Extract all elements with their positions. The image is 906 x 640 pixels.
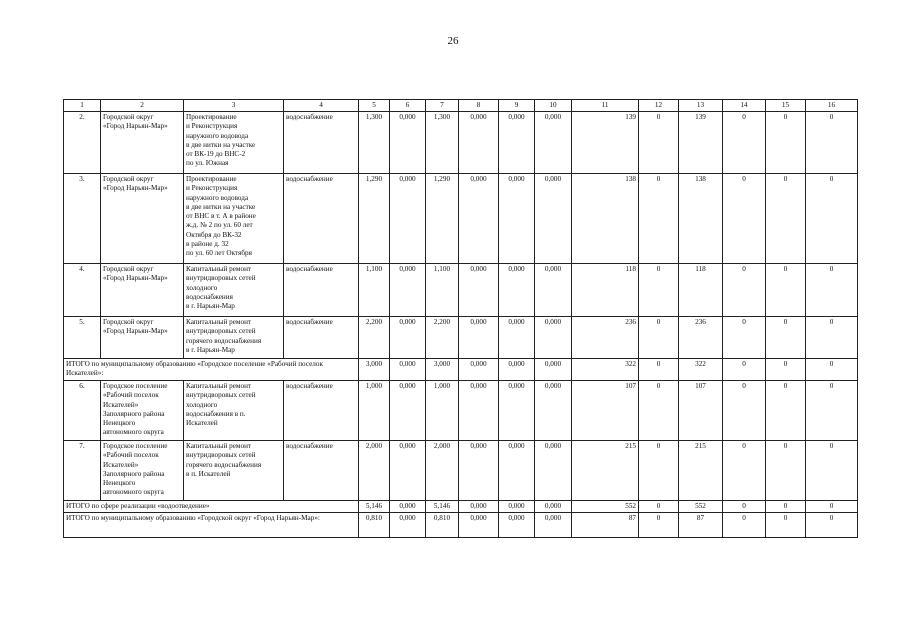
value-cell: 87 [572,513,639,538]
value-cell: 0 [806,441,858,501]
column-number: 12 [639,100,679,112]
column-number: 8 [459,100,499,112]
value-cell: 107 [572,381,639,441]
column-number: 2 [101,100,184,112]
value-cell: 0 [723,174,766,264]
value-cell: 0,000 [535,317,572,359]
value-cell: 0,000 [390,264,426,317]
value-cell: 215 [679,441,723,501]
value-cell: 0,000 [459,112,499,174]
total-label: ИТОГО по муниципальному образованию «Городское поселение «Рабочий поселок Искателей»: [64,359,359,381]
value-cell: 0 [723,513,766,538]
table-row [64,264,858,317]
value-cell: 322 [679,359,723,381]
sphere-cell: водоснабжение [284,381,359,441]
value-cell: 0,000 [535,513,572,538]
column-number: 7 [426,100,459,112]
value-cell: 5,146 [426,501,459,513]
value-cell: 0,000 [459,381,499,441]
value-cell: 0 [806,359,858,381]
total-row [64,501,858,513]
value-cell: 0,000 [390,513,426,538]
value-cell: 0 [639,441,679,501]
column-number: 5 [359,100,390,112]
value-cell: 552 [572,501,639,513]
value-cell: 139 [572,112,639,174]
value-cell: 0 [806,264,858,317]
total-label: ИТОГО по муниципальному образованию «Городской округ «Город Нарьян-Мар»: [64,513,359,538]
value-cell: 1,100 [359,264,390,317]
value-cell: 0 [766,441,806,501]
value-cell: 0 [639,174,679,264]
value-cell: 0,000 [459,441,499,501]
row-number: 2. [64,112,101,174]
value-cell: 0,000 [499,359,535,381]
value-cell: 0 [766,174,806,264]
value-cell: 3,000 [426,359,459,381]
value-cell: 0,000 [499,317,535,359]
value-cell: 0 [766,317,806,359]
value-cell: 2,200 [359,317,390,359]
value-cell: 0 [723,317,766,359]
column-number: 1 [64,100,101,112]
column-number: 14 [723,100,766,112]
value-cell: 1,290 [426,174,459,264]
column-number: 13 [679,100,723,112]
value-cell: 139 [679,112,723,174]
project-cell: Капитальный ремонт внутридворовых сетей горячего водоснабжения в г. Нарьян-Мар [184,317,284,359]
value-cell: 0 [639,501,679,513]
column-number: 15 [766,100,806,112]
value-cell: 0,000 [499,264,535,317]
value-cell: 0 [639,513,679,538]
total-row [64,359,858,381]
value-cell: 138 [679,174,723,264]
value-cell: 0,000 [390,381,426,441]
column-number: 11 [572,100,639,112]
column-number: 9 [499,100,535,112]
value-cell: 0,000 [390,359,426,381]
sphere-cell: водоснабжение [284,441,359,501]
value-cell: 87 [679,513,723,538]
project-cell: Проектирование и Реконструкция наружного водовода в две нитки на участке от ВК-19 до ВНС-2 по ул. Южная [184,112,284,174]
value-cell: 0,810 [426,513,459,538]
row-number: 6. [64,381,101,441]
project-cell: Капитальный ремонт внутридворовых сетей холодного водоснабжения в п. Искателей [184,381,284,441]
value-cell: 0 [723,112,766,174]
value-cell: 107 [679,381,723,441]
column-number: 10 [535,100,572,112]
value-cell: 0 [639,381,679,441]
value-cell: 0,000 [499,513,535,538]
value-cell: 3,000 [359,359,390,381]
value-cell: 0 [806,174,858,264]
value-cell: 0 [723,264,766,317]
municipality-cell: Городское поселение «Рабочий поселок Искателей» Заполярного района Ненецкого автономного округа [101,381,184,441]
column-number-row [64,100,858,112]
table-row [64,174,858,264]
row-number: 3. [64,174,101,264]
value-cell: 0,000 [535,381,572,441]
value-cell: 0 [723,381,766,441]
column-number: 6 [390,100,426,112]
value-cell: 2,200 [426,317,459,359]
value-cell: 0,000 [459,317,499,359]
value-cell: 0,000 [499,441,535,501]
value-cell: 0 [766,501,806,513]
value-cell: 0,000 [499,381,535,441]
value-cell: 5,146 [359,501,390,513]
column-number: 3 [184,100,284,112]
value-cell: 236 [572,317,639,359]
value-cell: 0 [806,513,858,538]
value-cell: 0,000 [459,513,499,538]
value-cell: 236 [679,317,723,359]
column-number: 16 [806,100,858,112]
value-cell: 0,000 [535,359,572,381]
value-cell: 552 [679,501,723,513]
value-cell: 0 [639,112,679,174]
value-cell: 0,000 [390,174,426,264]
value-cell: 0 [766,112,806,174]
value-cell: 0 [766,381,806,441]
value-cell: 0 [806,112,858,174]
row-number: 5. [64,317,101,359]
value-cell: 1,300 [426,112,459,174]
value-cell: 0,000 [459,264,499,317]
value-cell: 0,000 [535,112,572,174]
value-cell: 0 [639,359,679,381]
project-cell: Капитальный ремонт внутридворовых сетей холодного водоснабжения в г. Нарьян-Мар [184,264,284,317]
municipality-cell: Городской округ «Город Нарьян-Мар» [101,264,184,317]
value-cell: 215 [572,441,639,501]
sphere-cell: водоснабжение [284,264,359,317]
value-cell: 0 [723,359,766,381]
value-cell: 0 [806,317,858,359]
value-cell: 1,000 [426,381,459,441]
value-cell: 0 [639,317,679,359]
value-cell: 0,000 [459,501,499,513]
value-cell: 0,000 [499,501,535,513]
value-cell: 0,000 [390,441,426,501]
value-cell: 2,000 [359,441,390,501]
sphere-cell: водоснабжение [284,317,359,359]
value-cell: 0,000 [499,174,535,264]
table-row [64,112,858,174]
value-cell: 2,000 [426,441,459,501]
value-cell: 1,290 [359,174,390,264]
municipality-cell: Городской округ «Город Нарьян-Мар» [101,174,184,264]
value-cell: 0,000 [535,441,572,501]
municipality-cell: Городской округ «Город Нарьян-Мар» [101,112,184,174]
municipality-cell: Городской округ «Город Нарьян-Мар» [101,317,184,359]
value-cell: 0 [806,381,858,441]
value-cell: 0,000 [390,501,426,513]
column-number: 4 [284,100,359,112]
table-row [64,381,858,441]
project-cell: Проектирование и Реконструкция наружного водовода в две нитки на участке от ВНС в т. А в районе ж.д. № 2 по ул. 60 лет Октября до ВК-32 в районе д. 32 по ул. 60 лет Октября [184,174,284,264]
table-body [64,100,858,538]
value-cell: 0,000 [459,174,499,264]
sphere-cell: водоснабжение [284,112,359,174]
table-row [64,441,858,501]
municipality-cell: Городское поселение «Рабочий поселок Искателей» Заполярного района Ненецкого автономного округа [101,441,184,501]
row-number: 4. [64,264,101,317]
value-cell: 322 [572,359,639,381]
sphere-cell: водоснабжение [284,174,359,264]
value-cell: 0 [806,501,858,513]
project-cell: Капитальный ремонт внутридворовых сетей горячего водоснабжения в п. Искателей [184,441,284,501]
row-number: 7. [64,441,101,501]
value-cell: 0 [766,513,806,538]
value-cell: 118 [679,264,723,317]
value-cell: 0,000 [535,264,572,317]
value-cell: 0,000 [390,112,426,174]
value-cell: 0,810 [359,513,390,538]
page-number: 26 [447,35,459,47]
value-cell: 0,000 [459,359,499,381]
value-cell: 0 [723,501,766,513]
value-cell: 1,000 [359,381,390,441]
value-cell: 0 [639,264,679,317]
value-cell: 0,000 [499,112,535,174]
value-cell: 0,000 [535,501,572,513]
value-cell: 0 [766,264,806,317]
value-cell: 0,000 [390,317,426,359]
total-row [64,513,858,538]
value-cell: 118 [572,264,639,317]
table-row [64,317,858,359]
program-table [63,99,858,538]
value-cell: 138 [572,174,639,264]
value-cell: 0 [723,441,766,501]
value-cell: 1,300 [359,112,390,174]
value-cell: 1,100 [426,264,459,317]
value-cell: 0,000 [535,174,572,264]
total-label: ИТОГО по сфере реализации «водоотведение» [64,501,359,513]
value-cell: 0 [766,359,806,381]
